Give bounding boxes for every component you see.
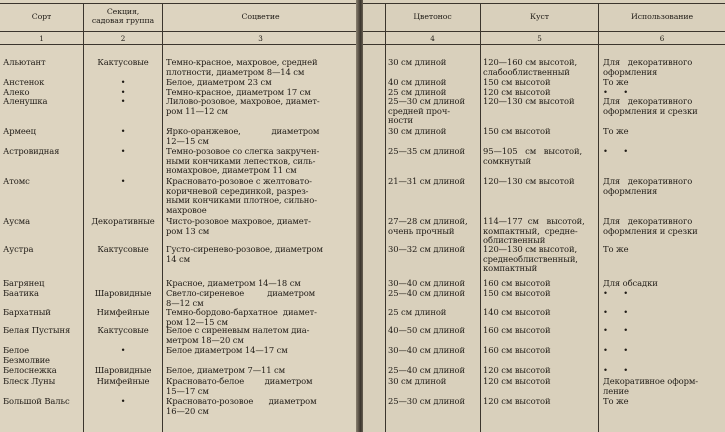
variety-flower: Белое диаметром 14—17 см xyxy=(166,345,288,355)
variety-flower: Светло-сиреневое диаметром 8—12 см xyxy=(166,288,316,308)
variety-bush: 120—130 см высотой xyxy=(483,176,575,186)
col-rule xyxy=(385,3,386,432)
variety-name: Блеск Луны xyxy=(3,376,56,386)
header-bush: Куст xyxy=(530,12,549,21)
variety-peduncle: 25—30 см длиной средней проч- ности xyxy=(388,96,465,126)
variety-flower: Красновато-розовое диаметром 16—20 см xyxy=(166,396,317,416)
variety-usage: Для декоративного оформления xyxy=(603,57,693,77)
left-page xyxy=(0,0,358,432)
variety-name: Аленушка xyxy=(3,96,48,106)
variety-flower: Лилово-розовое, махровое, диамет- ром 11—12 см xyxy=(166,96,320,116)
variety-section: Шаровидные xyxy=(94,365,152,375)
variety-name: Багрянец xyxy=(3,278,45,288)
variety-name: Аусма xyxy=(3,216,30,226)
variety-name: Анстенок xyxy=(3,77,45,87)
variety-bush: 160 см высотой xyxy=(483,278,551,288)
col-rule xyxy=(598,3,599,432)
number-row-rule xyxy=(363,44,725,45)
variety-usage: • • xyxy=(603,325,629,335)
variety-peduncle: 40 см длиной xyxy=(388,77,447,87)
variety-usage: Для декоративного оформления и срезки xyxy=(603,96,698,116)
col-number: 5 xyxy=(537,34,542,43)
variety-flower: Белое с сиреневым налетом диа- метром 18—20 см xyxy=(166,325,310,345)
variety-flower: Красное, диаметром 14—18 см xyxy=(166,278,301,288)
variety-section: Декоративные xyxy=(91,216,155,226)
variety-peduncle: 25—40 см длиной xyxy=(388,365,465,375)
variety-peduncle: 30—40 см длиной xyxy=(388,345,465,355)
variety-peduncle: 30 см длиной xyxy=(388,126,447,136)
header-rule xyxy=(363,31,725,32)
variety-bush: 160 см высотой xyxy=(483,345,551,355)
variety-usage: Для декоративного оформления xyxy=(603,176,693,196)
header-section: Секция, садовая группа xyxy=(91,7,155,25)
variety-section: • xyxy=(120,176,126,186)
variety-peduncle: 25—35 см длиной xyxy=(388,146,465,156)
variety-section: Кактусовые xyxy=(97,244,149,254)
variety-usage: • • xyxy=(603,365,629,375)
variety-section: Шаровидные xyxy=(94,288,152,298)
table-top-rule xyxy=(363,3,725,4)
col-number: 2 xyxy=(120,34,126,43)
variety-peduncle: 30 см длиной xyxy=(388,57,447,67)
col-number: 3 xyxy=(258,34,263,43)
right-page xyxy=(363,0,725,432)
variety-peduncle: 30—40 см длиной xyxy=(388,278,465,288)
variety-bush: 120—130 см высотой xyxy=(483,96,575,106)
header-flower: Соцветие xyxy=(241,12,280,21)
variety-usage: Декоративное оформ- ление xyxy=(603,376,699,396)
col-number: 6 xyxy=(659,34,665,43)
variety-usage: То же xyxy=(603,77,629,87)
variety-usage: Для обсадки xyxy=(603,278,658,288)
variety-name: Армеец xyxy=(3,126,36,136)
variety-peduncle: 27—28 см длиной, очень прочный xyxy=(388,216,468,236)
variety-flower: Белое, диаметром 7—11 см xyxy=(166,365,285,375)
variety-name: Аустра xyxy=(3,244,34,254)
variety-flower: Белое, диаметром 23 см xyxy=(166,77,272,87)
variety-name: Баатика xyxy=(3,288,39,298)
col-number: 4 xyxy=(430,34,435,43)
variety-bush: 120—160 см высотой, слабооблиственный xyxy=(483,57,578,77)
variety-usage: Для декоративного оформления и срезки xyxy=(603,216,698,236)
variety-bush: 140 см высотой xyxy=(483,307,551,317)
variety-section: • xyxy=(120,96,126,106)
variety-flower: Темно-красное, махровое, средней плотности, диаметром 8—14 см xyxy=(166,57,318,77)
col-rule xyxy=(480,3,481,432)
variety-bush: 120—130 см высотой, среднеоблиственный, компактный xyxy=(483,244,578,274)
variety-usage: То же xyxy=(603,396,629,406)
variety-name: Алеко xyxy=(3,87,30,97)
variety-peduncle: 30 см длиной xyxy=(388,376,447,386)
variety-flower: Густо-сиренево-розовое, диаметром 14 см xyxy=(166,244,323,264)
variety-bush: 150 см высотой xyxy=(483,126,551,136)
variety-section: • xyxy=(120,77,126,87)
variety-flower: Красновато-белое диаметром 15—17 см xyxy=(166,376,313,396)
variety-section: • xyxy=(120,87,126,97)
variety-bush: 95—105 см высотой, сомкнутый xyxy=(483,146,583,166)
variety-usage: • • xyxy=(603,288,629,298)
variety-section: Кактусовые xyxy=(97,57,149,67)
variety-section: • xyxy=(120,126,126,136)
col-number: 1 xyxy=(39,34,44,43)
variety-flower: Темно-бордово-бархатное диамет- ром 12—15 см xyxy=(166,307,317,327)
variety-section: Нимфейные xyxy=(96,376,150,386)
variety-name: Белая Пустыня xyxy=(3,325,71,335)
variety-bush: 120 см высотой xyxy=(483,396,551,406)
variety-bush: 150 см высотой xyxy=(483,77,551,87)
variety-flower: Темно-розовое со слегка закручен- ными кончиками лепестков, силь- номахровое, диаметром 11 см xyxy=(166,146,320,176)
variety-flower: Ярко-оранжевое, диаметром 12—15 см xyxy=(166,126,320,146)
variety-usage: То же xyxy=(603,126,629,136)
variety-flower: Темно-красное, диаметром 17 см xyxy=(166,87,311,97)
variety-name: Белоснежка xyxy=(3,365,57,375)
variety-flower: Красновато-розовое с желтовато- коричневой серединкой, разрез- ными кончиками плотное, сильно- махровое xyxy=(166,176,317,215)
variety-usage: • • xyxy=(603,146,629,156)
variety-name: Атомс xyxy=(3,176,30,186)
table-top-rule xyxy=(0,3,358,4)
col-rule xyxy=(162,3,163,432)
variety-bush: 120 см высотой xyxy=(483,87,551,97)
variety-peduncle: 25 см длиной xyxy=(388,87,447,97)
variety-usage: То же xyxy=(603,244,629,254)
variety-section: Нимфейные xyxy=(96,307,150,317)
variety-usage: • • xyxy=(603,87,629,97)
variety-peduncle: 30—32 см длиной xyxy=(388,244,465,254)
variety-peduncle: 25 см длиной xyxy=(388,307,447,317)
variety-bush: 120 см высотой xyxy=(483,376,551,386)
variety-name: Бархатный xyxy=(3,307,51,317)
variety-bush: 160 см высотой xyxy=(483,325,551,335)
header-rule xyxy=(0,31,358,32)
variety-usage: • • xyxy=(603,345,629,355)
variety-section: • xyxy=(120,146,126,156)
variety-bush: 114—177 см высотой, компактный, средне- облиственный xyxy=(483,216,585,246)
variety-name: Альютант xyxy=(3,57,46,67)
variety-name: Астровидная xyxy=(3,146,60,156)
number-row-rule xyxy=(0,44,358,45)
variety-bush: 150 см высотой xyxy=(483,288,551,298)
variety-section: Кактусовые xyxy=(97,325,149,335)
variety-flower: Чисто-розовое махровое, диамет- ром 13 см xyxy=(166,216,311,236)
variety-peduncle: 21—31 см длиной xyxy=(388,176,465,186)
variety-peduncle: 25—30 см длиной xyxy=(388,396,465,406)
variety-name: Белое Безмолвие xyxy=(3,345,50,365)
header-peduncle: Цветонос xyxy=(413,12,452,21)
header-sort: Сорт xyxy=(31,12,52,21)
variety-section: • xyxy=(120,396,126,406)
variety-section: • xyxy=(120,345,126,355)
variety-name: Большой Вальс xyxy=(3,396,70,406)
variety-bush: 120 см высотой xyxy=(483,365,551,375)
variety-usage: • • xyxy=(603,307,629,317)
variety-peduncle: 25—40 см длиной xyxy=(388,288,465,298)
header-usage: Использование xyxy=(631,12,693,21)
variety-peduncle: 40—50 см длиной xyxy=(388,325,465,335)
